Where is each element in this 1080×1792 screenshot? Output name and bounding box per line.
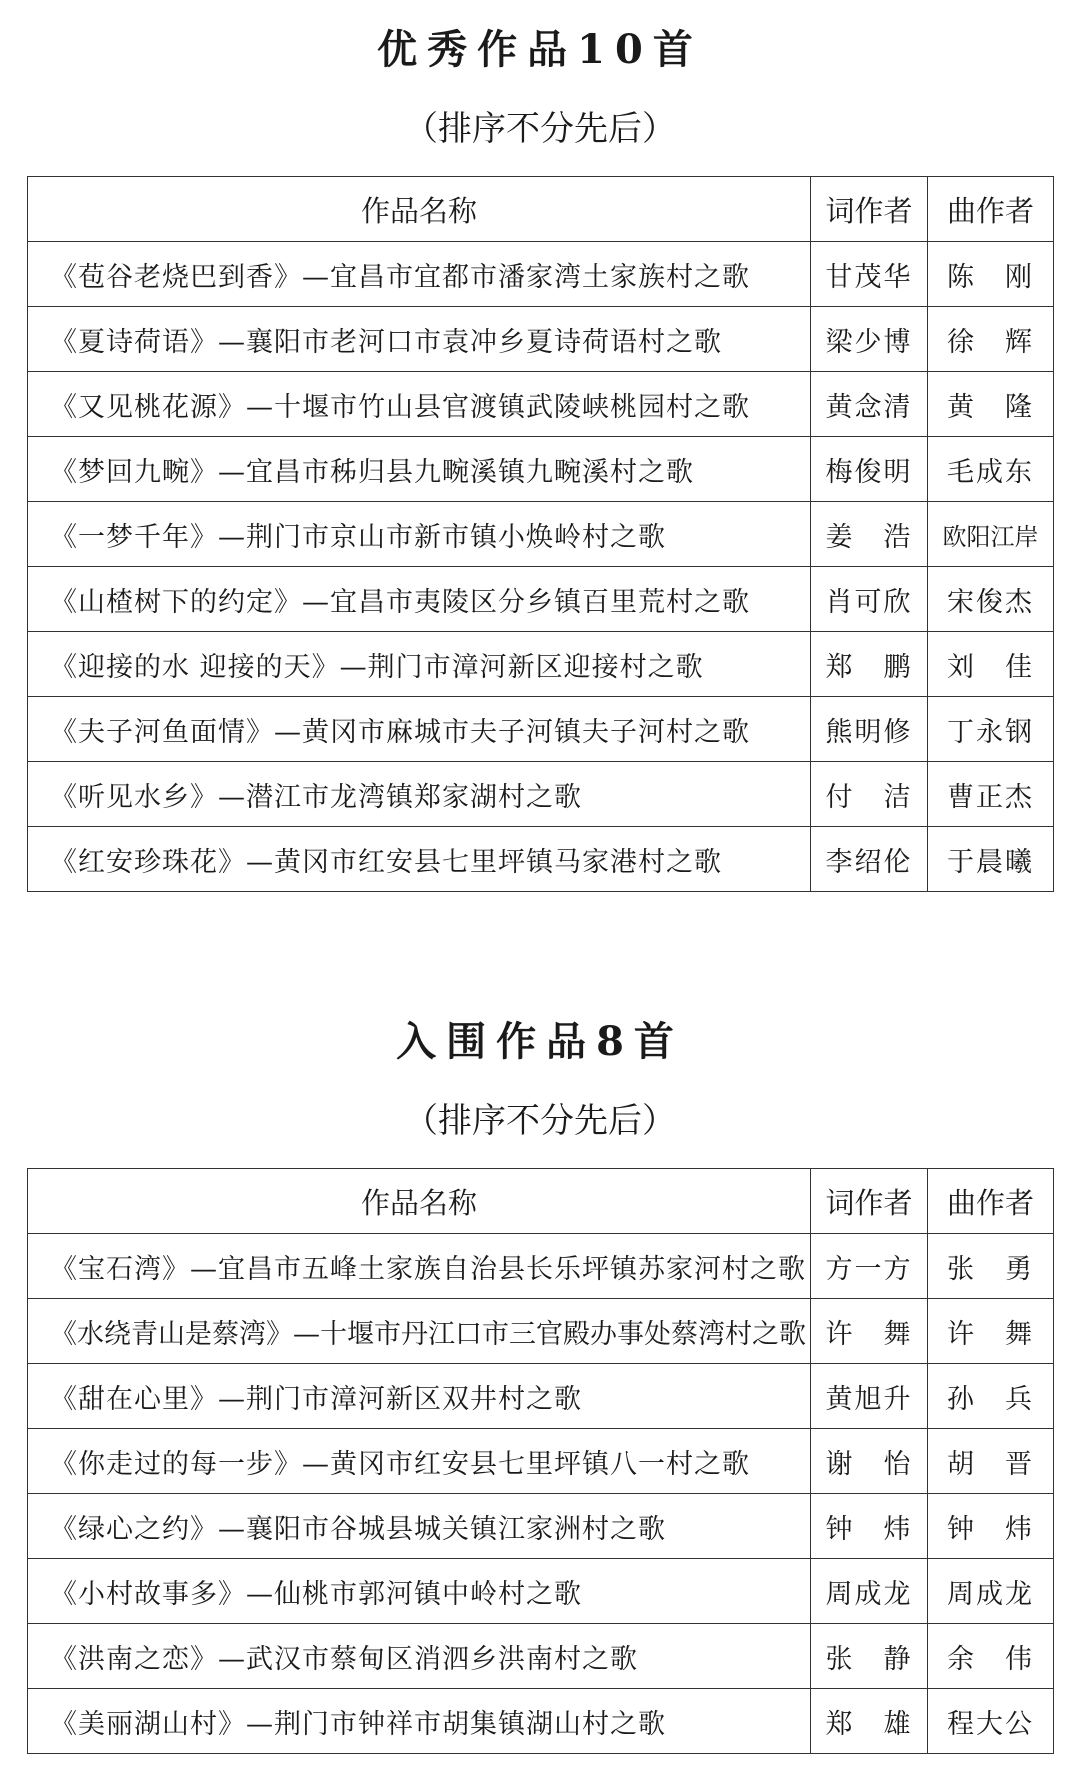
composer-cell: 徐 辉 bbox=[928, 307, 1054, 372]
table-row bbox=[28, 1299, 1054, 1364]
composer-cell: 于晨曦 bbox=[928, 827, 1054, 892]
header-composer: 曲作者 bbox=[928, 1169, 1054, 1234]
work-cell: 《红安珍珠花》—黄冈市红安县七里坪镇马家港村之歌 bbox=[28, 827, 811, 892]
lyricist-cell: 姜 浩 bbox=[811, 502, 928, 567]
table-row bbox=[28, 1689, 1054, 1754]
header-composer: 曲作者 bbox=[928, 177, 1054, 242]
table-row bbox=[28, 827, 1054, 892]
work-cell: 《听见水乡》—潜江市龙湾镇郑家湖村之歌 bbox=[28, 762, 811, 827]
table-row bbox=[28, 1494, 1054, 1559]
work-cell: 《宝石湾》—宜昌市五峰土家族自治县长乐坪镇苏家河村之歌 bbox=[28, 1234, 811, 1299]
lyricist-cell: 甘茂华 bbox=[811, 242, 928, 307]
composer-cell: 黄 隆 bbox=[928, 372, 1054, 437]
work-cell: 《美丽湖山村》—荆门市钟祥市胡集镇湖山村之歌 bbox=[28, 1689, 811, 1754]
work-cell: 《夏诗荷语》—襄阳市老河口市袁冲乡夏诗荷语村之歌 bbox=[28, 307, 811, 372]
lyricist-cell: 黄念清 bbox=[811, 372, 928, 437]
lyricist-cell: 钟 炜 bbox=[811, 1494, 928, 1559]
composer-cell: 陈 刚 bbox=[928, 242, 1054, 307]
table-header-row bbox=[28, 1169, 1054, 1234]
lyricist-cell: 郑 雄 bbox=[811, 1689, 928, 1754]
lyricist-cell: 方一方 bbox=[811, 1234, 928, 1299]
composer-cell: 宋俊杰 bbox=[928, 567, 1054, 632]
work-cell: 《又见桃花源》—十堰市竹山县官渡镇武陵峡桃园村之歌 bbox=[28, 372, 811, 437]
work-cell: 《一梦千年》—荆门市京山市新市镇小焕岭村之歌 bbox=[28, 502, 811, 567]
lyricist-cell: 肖可欣 bbox=[811, 567, 928, 632]
work-cell: 《苞谷老烧巴到香》—宜昌市宜都市潘家湾土家族村之歌 bbox=[28, 242, 811, 307]
work-cell: 《夫子河鱼面情》—黄冈市麻城市夫子河镇夫子河村之歌 bbox=[28, 697, 811, 762]
composer-cell: 程大公 bbox=[928, 1689, 1054, 1754]
composer-cell: 胡 晋 bbox=[928, 1429, 1054, 1494]
lyricist-cell: 谢 怡 bbox=[811, 1429, 928, 1494]
section-subtitle: （排序不分先后） bbox=[404, 109, 676, 149]
header-work: 作品名称 bbox=[28, 1169, 811, 1234]
section-subtitle: （排序不分先后） bbox=[404, 1101, 676, 1141]
lyricist-cell: 梁少博 bbox=[811, 307, 928, 372]
composer-cell: 余 伟 bbox=[928, 1624, 1054, 1689]
table-row bbox=[28, 1429, 1054, 1494]
table-header-row bbox=[28, 177, 1054, 242]
work-cell: 《梦回九畹》—宜昌市秭归县九畹溪镇九畹溪村之歌 bbox=[28, 437, 811, 502]
table-row bbox=[28, 1364, 1054, 1429]
composer-cell: 丁永钢 bbox=[928, 697, 1054, 762]
table-row bbox=[28, 437, 1054, 502]
composer-cell: 毛成东 bbox=[928, 437, 1054, 502]
lyricist-cell: 梅俊明 bbox=[811, 437, 928, 502]
work-cell: 《绿心之约》—襄阳市谷城县城关镇江家洲村之歌 bbox=[28, 1494, 811, 1559]
work-cell: 《甜在心里》—荆门市漳河新区双井村之歌 bbox=[28, 1364, 811, 1429]
composer-cell: 钟 炜 bbox=[928, 1494, 1054, 1559]
lyricist-cell: 黄旭升 bbox=[811, 1364, 928, 1429]
composer-cell: 欧阳江岸 bbox=[928, 502, 1054, 567]
table-row bbox=[28, 697, 1054, 762]
table-row bbox=[28, 1234, 1054, 1299]
composer-cell: 周成龙 bbox=[928, 1559, 1054, 1624]
table-row bbox=[28, 567, 1054, 632]
table-row bbox=[28, 762, 1054, 827]
table-row bbox=[28, 372, 1054, 437]
lyricist-cell: 付 洁 bbox=[811, 762, 928, 827]
header-lyricist: 词作者 bbox=[811, 177, 928, 242]
composer-cell: 许 舞 bbox=[928, 1299, 1054, 1364]
composer-cell: 张 勇 bbox=[928, 1234, 1054, 1299]
composer-cell: 刘 佳 bbox=[928, 632, 1054, 697]
table-row bbox=[28, 307, 1054, 372]
shortlisted-works-table bbox=[27, 1168, 1054, 1754]
composer-cell: 曹正杰 bbox=[928, 762, 1054, 827]
lyricist-cell: 张 静 bbox=[811, 1624, 928, 1689]
table-row bbox=[28, 1624, 1054, 1689]
section-title: 入围作品8首 bbox=[396, 1018, 684, 1065]
table-row bbox=[28, 1559, 1054, 1624]
composer-cell: 孙 兵 bbox=[928, 1364, 1054, 1429]
lyricist-cell: 熊明修 bbox=[811, 697, 928, 762]
lyricist-cell: 周成龙 bbox=[811, 1559, 928, 1624]
work-cell: 《小村故事多》—仙桃市郭河镇中岭村之歌 bbox=[28, 1559, 811, 1624]
lyricist-cell: 郑 鹏 bbox=[811, 632, 928, 697]
excellent-works-table bbox=[27, 176, 1054, 892]
work-cell: 《洪南之恋》—武汉市蔡甸区消泗乡洪南村之歌 bbox=[28, 1624, 811, 1689]
lyricist-cell: 李绍伦 bbox=[811, 827, 928, 892]
section-title: 优秀作品10首 bbox=[377, 26, 703, 73]
work-cell: 《迎接的水 迎接的天》—荆门市漳河新区迎接村之歌 bbox=[28, 632, 811, 697]
header-lyricist: 词作者 bbox=[811, 1169, 928, 1234]
work-cell: 《你走过的每一步》—黄冈市红安县七里坪镇八一村之歌 bbox=[28, 1429, 811, 1494]
table-row bbox=[28, 242, 1054, 307]
work-cell: 《山楂树下的约定》—宜昌市夷陵区分乡镇百里荒村之歌 bbox=[28, 567, 811, 632]
work-cell: 《水绕青山是蔡湾》—十堰市丹江口市三官殿办事处蔡湾村之歌 bbox=[28, 1299, 811, 1364]
table-row bbox=[28, 632, 1054, 697]
header-work: 作品名称 bbox=[28, 177, 811, 242]
table-row bbox=[28, 502, 1054, 567]
lyricist-cell: 许 舞 bbox=[811, 1299, 928, 1364]
